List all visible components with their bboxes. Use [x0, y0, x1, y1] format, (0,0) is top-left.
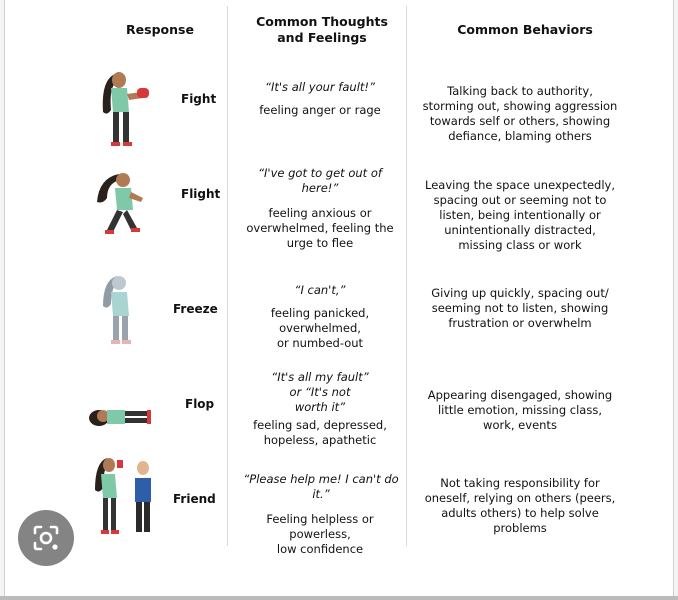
- flop-figure: [85, 398, 155, 434]
- label-flight: Flight: [181, 187, 221, 201]
- lens-search-button[interactable]: [18, 510, 74, 566]
- behavior-friend: Not taking responsibility for oneself, relying on others (peers, adults others) to help solve problems: [424, 476, 616, 535]
- quote-friend: “Please help me! I can't do it.”: [243, 472, 399, 501]
- header-response: Response: [126, 22, 194, 37]
- friend-figure: [91, 454, 161, 538]
- label-freeze: Freeze: [173, 302, 218, 316]
- quote-flop: “It's all my fault” or “It's not worth it”: [271, 370, 369, 414]
- feeling-flight: feeling anxious or overwhelmed, feeling the urge to flee: [246, 206, 394, 250]
- feeling-friend: Feeling helpless or powerless, low confidence: [266, 512, 374, 556]
- behavior-flop: Appearing disengaged, showing little emotion, missing class, work, events: [427, 388, 613, 432]
- feeling-flop: feeling sad, depressed, hopeless, apathetic: [253, 418, 387, 447]
- header-behaviors: Common Behaviors: [457, 22, 593, 37]
- behavior-fight: Talking back to authority, storming out, showing aggression towards self or others, showing defiance, blaming others: [422, 84, 618, 143]
- feeling-freeze: feeling panicked, overwhelmed, or numbed-out: [270, 306, 370, 350]
- behavior-flight: Leaving the space unexpectedly, spacing out or seeming not to listen, being intentionally or unintentionally distracted, missing class or work: [425, 178, 615, 252]
- column-divider: [406, 6, 407, 546]
- header-thoughts: Common Thoughts and Feelings: [256, 14, 388, 45]
- label-friend: Friend: [173, 492, 216, 506]
- lens-search-icon: [29, 521, 63, 555]
- quote-freeze: “I can't,”: [294, 283, 346, 297]
- label-fight: Fight: [181, 92, 217, 106]
- flight-figure: [93, 168, 157, 244]
- feeling-fight: feeling anger or rage: [259, 103, 381, 117]
- fight-figure: [93, 66, 157, 150]
- freeze-figure: [95, 272, 145, 348]
- bottom-border: [0, 596, 678, 600]
- quote-fight: “It's all your fault!”: [265, 80, 375, 94]
- chart-card: [4, 0, 674, 596]
- behavior-freeze: Giving up quickly, spacing out/ seeming not to listen, showing frustration or overwhelm: [431, 286, 609, 330]
- label-flop: Flop: [185, 397, 215, 411]
- quote-flight: “I've got to get out of here!”: [258, 166, 382, 195]
- column-divider: [227, 6, 228, 546]
